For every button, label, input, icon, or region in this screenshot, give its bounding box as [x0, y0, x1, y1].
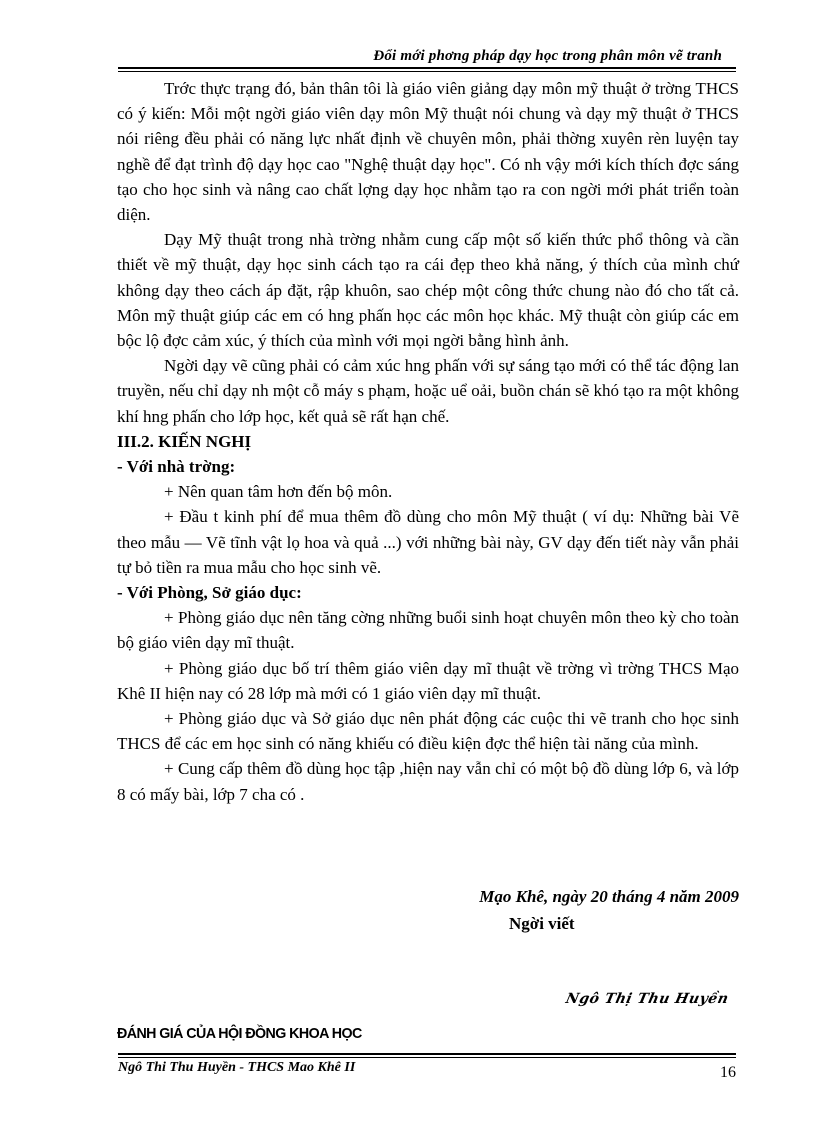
- school-item-1: + Nên quan tâm hơn đến bộ môn.: [164, 482, 393, 502]
- evaluation-heading: ĐÁNH GIÁ CỦA HỘI ĐỒNG KHOA HỌC: [117, 1025, 362, 1042]
- header-rule-thick: [118, 67, 736, 69]
- department-item-1: + Phòng giáo dục nên tăng cờng những buổi sinh hoạt chuyên môn theo kỳ cho toàn bộ giáo viên dạy mĩ thuật.: [117, 608, 739, 653]
- paragraph-3: Ngời dạy vẽ cũng phải có cảm xúc hng phấn với sự sáng tạo mới có thể tác động lan truyền, nếu chỉ dạy nh một cỗ máy s phạm, hoặc uể oải, buồn chán sẽ khó tạo ra một không khí hng phấn cho lớp học, kết quả sẽ rất hạn chế.: [117, 356, 739, 426]
- document-body: [117, 76, 739, 807]
- department-item-3: + Phòng giáo dục và Sở giáo dục nên phát động các cuộc thi vẽ tranh cho học sinh THCS để các em học sinh có năng khiếu có điều kiện đợc thể hiện tài năng của mình.: [117, 709, 739, 754]
- department-item-4: + Cung cấp thêm đồ dùng học tập ,hiện nay vẫn chỉ có một bộ đồ dùng lớp 6, và lớp 8 có mấy bài, lớp 7 cha có .: [117, 759, 739, 804]
- header-rule-thin: [118, 71, 736, 72]
- footer-rule-thin: [118, 1057, 736, 1058]
- footer-author: Ngô Thi Thu Huyền - THCS Mao Khê II: [118, 1060, 356, 1075]
- page-header-title: Đổi mới phơng pháp dạy học trong phân môn vẽ tranh: [373, 48, 722, 64]
- paragraph-2: Dạy Mỹ thuật trong nhà trờng nhằm cung cấp một số kiến thức phổ thông và cần thiết về mỹ thuật, dạy học sinh cách tạo ra cái đẹp theo khả năng, ý thích của mình chứ không dạy theo cách áp đặt, rập khuôn, sao chép một công thức chung nào đó cho tất cả. Môn mỹ thuật giúp các em có hng phấn học các môn học khác. Mỹ thuật còn giúp các em bộc lộ đợc cảm xúc, ý thích của mình với mọi ngời bằng hình ảnh.: [117, 230, 739, 351]
- sign-date: Mạo Khê, ngày 20 tháng 4 năm 2009: [479, 887, 739, 906]
- sign-label: Ngời viết: [509, 914, 575, 933]
- school-heading: - Với nhà trờng:: [117, 457, 236, 477]
- section-heading: III.2. KIẾN NGHỊ: [117, 431, 252, 451]
- paragraph-1: Trớc thực trạng đó, bản thân tôi là giáo viên giảng dạy môn mỹ thuật ở trờng THCS có ý kiến: Mỗi một ngời giáo viên dạy môn Mỹ thuật nói chung và dạy mỹ thuật ở THCS nói riêng đều phải có năng lực nhất định về chuyên môn, phải thờng xuyên rèn luyện tay nghề để đạt trình độ dạy học cao "Nghệ thuật dạy học". Có nh vậy mới kích thích đợc sáng tạo cho học sinh và nâng cao chất lợng dạy học nhằm tạo ra con ngời mới phát triển toàn diện.: [117, 79, 739, 225]
- school-item-2: + Đầu t kinh phí để mua thêm đồ dùng cho môn Mỹ thuật ( ví dụ: Những bài Vẽ theo mẫu — Vẽ tĩnh vật lọ hoa và quả ...) với những bài này, GV dạy đến tiết này vẫn phải tự bỏ tiền ra mua mẫu cho học sinh vẽ.: [117, 507, 739, 577]
- footer-rule-thick: [118, 1053, 736, 1055]
- page-number: 16: [720, 1064, 736, 1081]
- department-item-2: + Phòng giáo dục bố trí thêm giáo viên dạy mĩ thuật về trờng vì trờng THCS Mạo Khê II hiện nay có 28 lớp mà mới có 1 giáo viên dạy mĩ thuật.: [117, 658, 739, 703]
- handwritten-signature: Ngô Thị Thu Huyền: [563, 991, 730, 1007]
- department-heading: - Với Phòng, Sở giáo dục:: [117, 583, 302, 603]
